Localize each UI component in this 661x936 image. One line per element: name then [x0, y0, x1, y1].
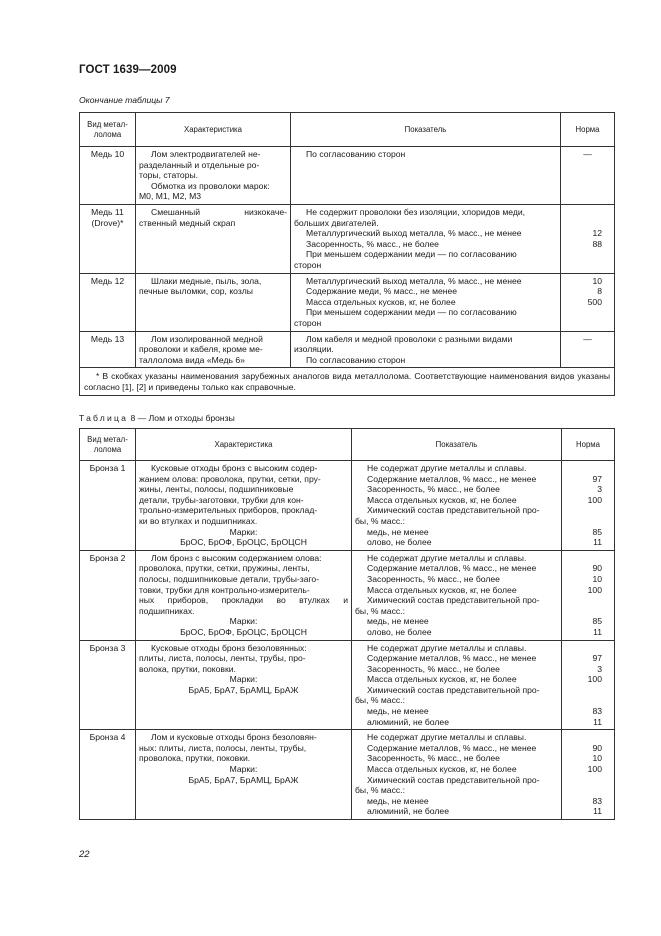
table-row [80, 147, 615, 205]
table-row [80, 550, 615, 640]
cell-norm: 97 3 100 85 11 [562, 461, 615, 551]
cell-characteristic: Кусковые отходы бронз безоловянных: плиты, листа, полосы, ленты, трубы, про- волока, прутки, поковки. Марки: БрА5, БрА7, БрАМЦ, БрАЖ [136, 640, 352, 730]
page-number: 22 [79, 849, 90, 860]
header-norm: Норма [561, 113, 615, 147]
cell-vid: Бронза 1 [80, 461, 136, 551]
cell-indicator: Не содержат другие металлы и сплавы. Содержание металлов, % масс., не менее Засоренность, % масс., не более Масса отдельных кусков, кг, не более Химический состав представительной про- бы, % масс.: медь, не менее олово, не более [352, 461, 562, 551]
cell-norm: 12 88 [561, 204, 615, 273]
cell-norm: 90 10 100 83 11 [562, 730, 615, 820]
cell-characteristic: Лом изолированной медной проволоки и кабеля, кроме ме- таллолома вида «Медь 6» [136, 331, 291, 368]
cell-norm: 10 8 500 [561, 273, 615, 331]
cell-vid: Бронза 2 [80, 550, 136, 640]
table7 [79, 112, 615, 396]
cell-indicator: Не содержат другие металлы и сплавы. Содержание металлов, % масс., не менее Засоренность, % масс., не более Масса отдельных кусков, кг, не более Химический состав представительной про- бы, % масс.: медь, не менее олово, не более [352, 550, 562, 640]
cell-indicator: Не содержат другие металлы и сплавы. Содержание металлов, % масс., не менее Засоренность, % масс., не более Масса отдельных кусков, кг, не более Химический состав представительной про- бы, % масс.: медь, не менее алюминий, не более [352, 730, 562, 820]
cell-vid: Медь 11 (Drove)* [80, 204, 136, 273]
cell-norm: — [561, 331, 615, 368]
cell-norm: — [561, 147, 615, 205]
cell-vid: Медь 13 [80, 331, 136, 368]
cell-vid: Медь 12 [80, 273, 136, 331]
cell-characteristic: Кусковые отходы бронз с высоким содер- жанием олова: проволока, прутки, сетки, пру- жины, ленты, полосы, подшипниковые детали, трубы-заготовки, трубки для кон- трольно-измерительных приборов, проклад- ки во втулках и подшипниках. Марки: БрОС, БрОФ, БрОЦС, БрОЦСН [136, 461, 352, 551]
cell-norm: 90 10 100 85 11 [562, 550, 615, 640]
table8-caption: Таблица 8 — Лом и отходы бронзы [79, 413, 235, 423]
header-vid: Вид метал- лолома [80, 113, 136, 147]
header-vid: Вид метал- лолома [80, 429, 136, 461]
cell-vid: Бронза 4 [80, 730, 136, 820]
cell-indicator: Не содержат другие металлы и сплавы. Содержание металлов, % масс., не менее Засоренность, % масс., не более Масса отдельных кусков, кг, не более Химический состав представительной про- бы, % масс.: медь, не менее алюминий, не более [352, 640, 562, 730]
table8 [79, 428, 615, 820]
table7-footnote: * В скобках указаны наименования зарубежных аналогов вида металлолома. Соответствующие наименования видов указаны согласно [1], [2] и приведены только как справочные. [80, 368, 615, 396]
table-row [80, 461, 615, 551]
table-row [80, 730, 615, 820]
cell-characteristic: Лом и кусковые отходы бронз безоловян- ных: плиты, листа, полосы, ленты, трубы, проволока, прутки, поковки. Марки: БрА5, БрА7, БрАМЦ, БрАЖ [136, 730, 352, 820]
table-row [80, 273, 615, 331]
header-characteristic: Характеристика [136, 429, 352, 461]
cell-characteristic: Смешанный низкокаче- ственный медный скрап [136, 204, 291, 273]
table-footnote-row [80, 368, 615, 396]
table-row [80, 204, 615, 273]
header-norm: Норма [562, 429, 615, 461]
table-row [80, 331, 615, 368]
cell-vid: Медь 10 [80, 147, 136, 205]
header-indicator: Показатель [291, 113, 561, 147]
header-indicator: Показатель [352, 429, 562, 461]
cell-indicator: По согласованию сторон [291, 147, 561, 205]
table7-caption: Окончание таблицы 7 [79, 95, 170, 105]
cell-vid: Бронза 3 [80, 640, 136, 730]
document-title: ГОСТ 1639—2009 [79, 64, 177, 76]
cell-characteristic: Шлаки медные, пыль, зола, печные выломки, сор, козлы [136, 273, 291, 331]
cell-indicator: Лом кабеля и медной проволоки с разными видами изоляции. По согласованию сторон [291, 331, 561, 368]
table-row [80, 640, 615, 730]
cell-indicator: Не содержит проволоки без изоляции, хлоридов меди, больших двигателей. Металлургический выход металла, % масс., не менее Засоренность, % масс., не более При меньшем содержании меди — по согласованию сторон [291, 204, 561, 273]
cell-indicator: Металлургический выход металла, % масс., не менее Содержание меди, % масс., не менее Масса отдельных кусков, кг, не более При меньшем содержании меди — по согласованию сторон [291, 273, 561, 331]
cell-norm: 97 3 100 83 11 [562, 640, 615, 730]
cell-characteristic: Лом электродвигателей не- разделанный и отдельные ро- торы, статоры. Обмотка из проволоки марок: М0, М1, М2, М3 [136, 147, 291, 205]
header-characteristic: Характеристика [136, 113, 291, 147]
cell-characteristic: Лом бронз с высоким содержанием олова: проволока, прутки, сетки, пружины, ленты, полосы, подшипниковые детали, трубы-заго- товки, трубки для контрольно-измеритель- ных приборов, прокладки во втулках и подшипниках. Марки: БрОС, БрОФ, БрОЦС, БрОЦСН [136, 550, 352, 640]
